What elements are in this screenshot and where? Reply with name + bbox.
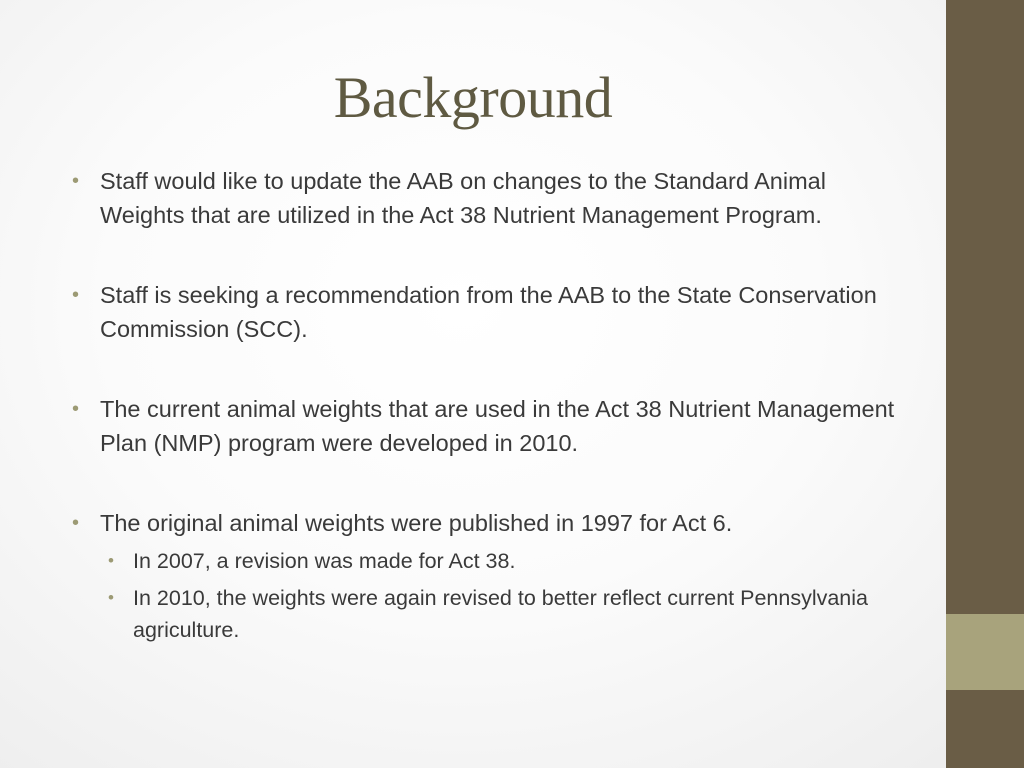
sub-bullet-text: In 2007, a revision was made for Act 38. (133, 549, 516, 573)
bullet-item (70, 164, 900, 232)
bullet-list (70, 164, 900, 646)
sidebar-accent-block (946, 614, 1024, 690)
bullet-item (70, 278, 900, 346)
slide-title: Background (333, 65, 613, 130)
bullet-dot-icon: • (72, 512, 80, 534)
bullet-text: The original animal weights were published in 1997 for Act 6. (100, 510, 733, 536)
bullet-text: Staff is seeking a recommendation from the AAB to the State Conservation Commission (SCC). (100, 282, 877, 342)
bullet-item (70, 506, 900, 540)
bullet-dot-icon: • (72, 398, 80, 420)
decorative-sidebar (946, 0, 1024, 768)
sub-bullet-dot-icon: • (108, 588, 114, 607)
bullet-dot-icon: • (72, 170, 80, 192)
sub-bullet-item (70, 582, 900, 646)
sub-bullet-dot-icon: • (108, 551, 114, 570)
sub-bullet-item (70, 545, 900, 577)
bullet-item (70, 392, 900, 460)
bullet-text: Staff would like to update the AAB on changes to the Standard Animal Weights that are utilized in the Act 38 Nutrient Management Program. (100, 168, 826, 228)
bullet-dot-icon: • (72, 284, 80, 306)
bullet-text: The current animal weights that are used in the Act 38 Nutrient Management Plan (NMP) program were developed in 2010. (100, 396, 895, 456)
sub-bullet-text: In 2010, the weights were again revised to better reflect current Pennsylvania agriculture. (133, 586, 868, 642)
